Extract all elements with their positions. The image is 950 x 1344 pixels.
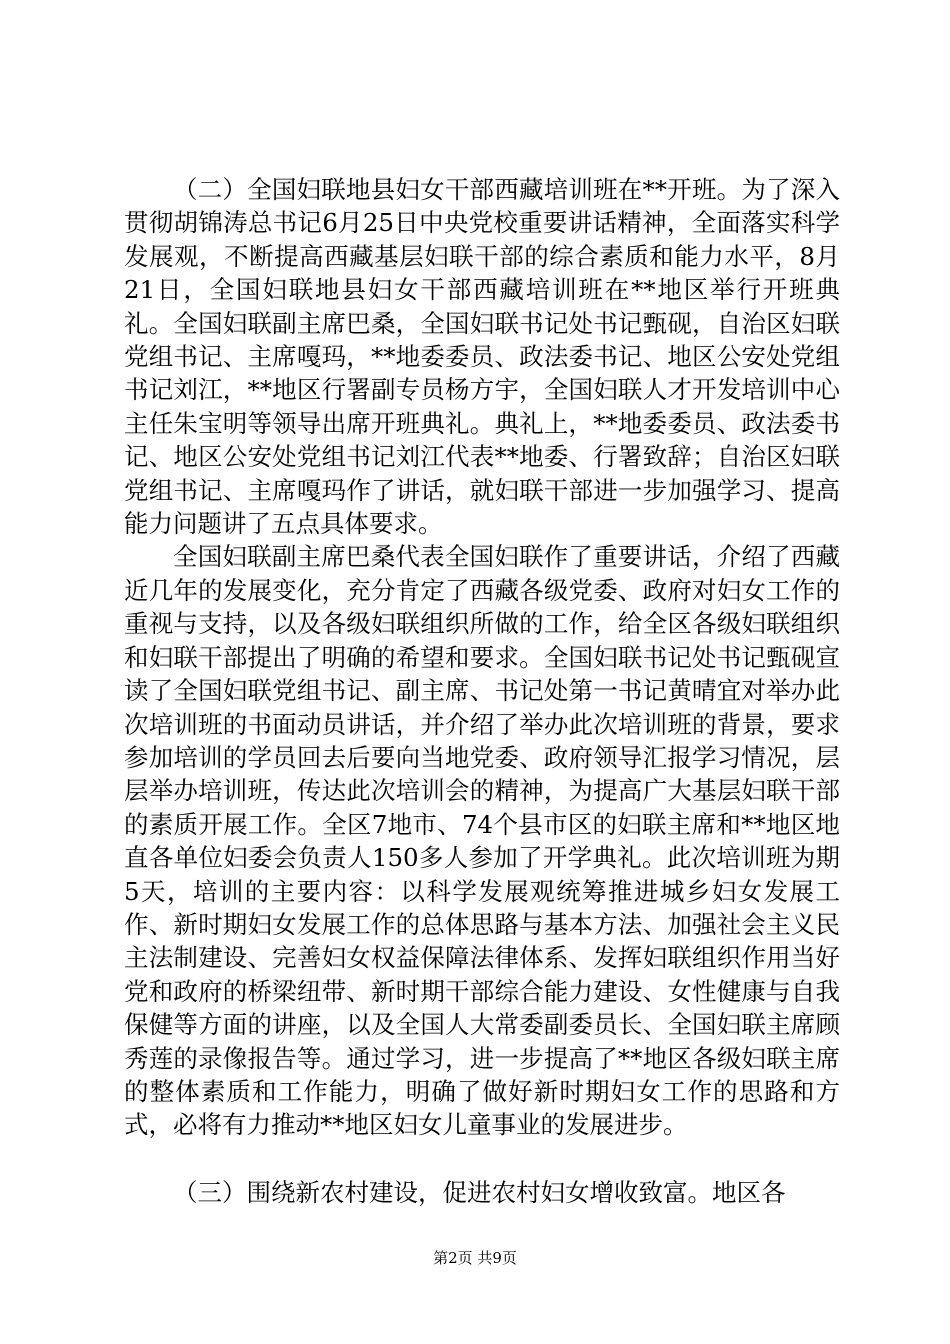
paragraph-rural-women: （三）围绕新农村建设，促进农村妇女增收致富。地区各 <box>173 1177 786 1207</box>
page-number-footer: 第2页 共9页 <box>433 1249 517 1267</box>
document-body <box>124 173 840 1209</box>
paragraph-training-opening: （二）全国妇联地县妇女干部西藏培训班在**开班。为了深入贯彻胡锦涛总书记6月25日中央党校重要讲话精神，全面落实科学发展观，不断提高西藏基层妇联干部的综合素质和能力水平，8月21日，全国妇联地县妇女干部西藏培训班在**地区举行开班典礼。全国妇联副主席巴桑，全国妇联书记处书记甄砚，自治区妇联党组书记、主席嘎玛，**地委委员、政法委书记、地区公安处党组书记刘江，**地区行署副专员杨方宇，全国妇联人才开发培训中心主任朱宝明等领导出席开班典礼。典礼上，**地委委员、政法委书记、地区公安处党组书记刘江代表**地委、行署致辞；自治区妇联党组书记、主席嘎玛作了讲话，就妇联干部进一步加强学习、提高能力问题讲了五点具体要求。 <box>124 175 840 539</box>
paragraph-speech-details: 全国妇联副主席巴桑代表全国妇联作了重要讲话，介绍了西藏近几年的发展变化，充分肯定了西藏各级党委、政府对妇女工作的重视与支持，以及各级妇联组织所做的工作，给全区各级妇联组织和妇联干部提出了明确的希望和要求。全国妇联书记处书记甄砚宣读了全国妇联党组书记、副主席、书记处第一书记黄晴宜对举办此次培训班的书面动员讲话，并介绍了举办此次培训班的背景，要求参加培训的学员回去后要向当地党委、政府领导汇报学习情况，层层举办培训班，传达此次培训会的精神，为提高广大基层妇联干部的素质开展工作。全区7地市、74个县市区的妇联主席和**地区地直各单位妇委会负责人150多人参加了开学典礼。此次培训班为期5天，培训的主要内容：以科学发展观统筹推进城乡妇女发展工作、新时期妇女发展工作的总体思路与基本方法、加强社会主义民主法制建设、完善妇女权益保障法律体系、发挥妇联组织作用当好党和政府的桥梁纽带、新时期干部综合能力建设、女性健康与自我保健等方面的讲座，以及全国人大常委副委员长、全国妇联主席顾秀莲的录像报告等。通过学习，进一步提高了**地区各级妇联主席的整体素质和工作能力，明确了做好新时期妇女工作的思路和方式，必将有力推动**地区妇女儿童事业的发展进步。 <box>124 542 840 1140</box>
